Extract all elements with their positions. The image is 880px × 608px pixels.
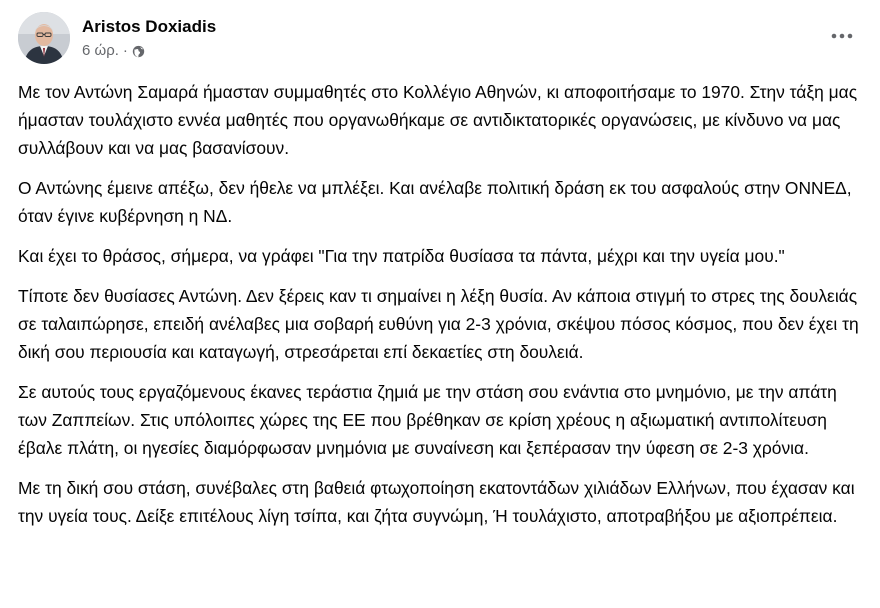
- avatar[interactable]: [18, 12, 70, 64]
- author-name[interactable]: Aristos Doxiadis: [82, 17, 217, 36]
- post-paragraph-6: Με τη δική σου στάση, συνέβαλες στη βαθειά φτωχοποίηση εκατοντάδων χιλιάδων Ελλήνων, που έχασαν και την υγεία τους. Δείξε επιτέλους λίγη τσίπα, και ζήτα συγνώμη, Ή τουλάχιστο, αποτραβήξου με αξιοπρέπεια.: [18, 478, 855, 526]
- more-options-icon[interactable]: [824, 22, 860, 50]
- post-subline: [82, 42, 216, 60]
- post-paragraph-1: Με τον Αντώνη Σαμαρά ήμασταν συμμαθητές στο Κολλέγιο Αθηνών, κι αποφοιτήσαμε το 1970. Στην τάξη μας ήμασταν τουλάχιστο εννέα μαθητές που οργανωθήκαμε σε αντιδικτατορικές οργανώσεις, με κίνδυνο να μας συλλάβουν και να μας βασανίσουν.: [18, 82, 858, 158]
- globe-icon[interactable]: [132, 45, 145, 58]
- post-body: [18, 78, 868, 542]
- post-paragraph-2: Ο Αντώνης έμεινε απέξω, δεν ήθελε να μπλέξει. Και ανέλαβε πολιτική δράση εκ του ασφαλούς στην ΟΝΝΕΔ, όταν έγινε κυβέρνηση η ΝΔ.: [18, 178, 852, 226]
- post-header: [18, 12, 216, 64]
- post-timestamp[interactable]: 6 ώρ.: [82, 42, 119, 59]
- separator-dot: ·: [122, 42, 128, 59]
- post-paragraph-5: Σε αυτούς τους εργαζόμενους έκανες τεράστια ζημιά με την στάση σου ενάντια στο μνημόνιο, με την απάτη των Ζαππείων. Στις υπόλοιπες χώρες της ΕΕ που βρέθηκαν σε κρίση χρέους η αξιωματική αντιπολίτευση έβαλε πλάτη, οι ηγεσίες διαμόρφωσαν μνημόνια με συναίνεση και ξεπέρασαν την ύφεση σε 2-3 χρόνια.: [18, 382, 837, 458]
- profile-photo: [18, 12, 70, 64]
- post-paragraph-4: Τίποτε δεν θυσίασες Αντώνη. Δεν ξέρεις καν τι σημαίνει η λέξη θυσία. Αν κάποια στιγμή το στρες της δουλειάς σε ταλαιπώρησε, επειδή ανέλαβες μια σοβαρή ευθύνη για 2-3 χρόνια, σκέψου πόσος κόσμος, που δεν έχει τη δική σου περιουσία και καταγωγή, στρεσάρεται επί δεκαετίες στη δουλειά.: [18, 286, 859, 362]
- post-meta: [82, 16, 216, 60]
- post-paragraph-3: Και έχει το θράσος, σήμερα, να γράφει "Για την πατρίδα θυσίασα τα πάντα, μέχρι και την υγεία μου.": [18, 246, 785, 266]
